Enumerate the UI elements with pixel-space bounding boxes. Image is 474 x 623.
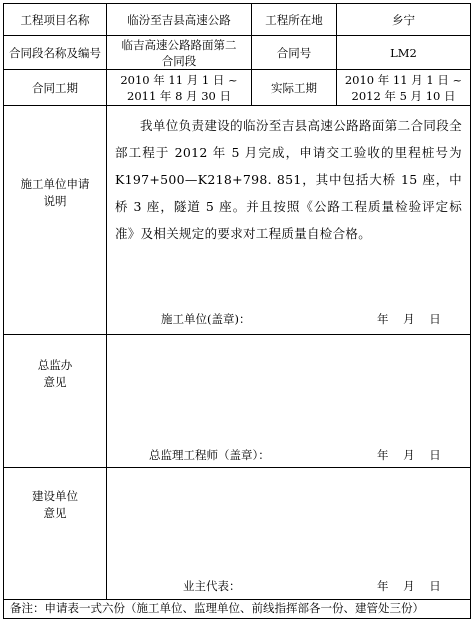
contract-no-label: 合同号 [252, 36, 337, 69]
owner-content [107, 468, 470, 599]
contractor-date: 年 月 日 [377, 312, 441, 326]
contractor-label [4, 106, 107, 334]
contractor-section [4, 106, 470, 335]
contract-name-label: 合同段名称及编号 [4, 36, 107, 69]
contract-name-line1: 临吉高速公路路面第二 [121, 37, 237, 52]
supervision-label [4, 335, 107, 467]
contractor-statement: 我单位负责建设的临汾至吉县高速公路路面第二合同段全部工程于 2012 年 5 月完成，申请交工验收的里程桩号为K197+500—K218+798. 851，其中包括大桥 15 座，中桥 3 座，隧道 5 座。并且按照《公路工程质量检验评定标准》及相关规定的要求对工程质量自检合格。 [115, 118, 462, 241]
owner-date: 年 月 日 [377, 579, 441, 593]
supervision-content [107, 335, 470, 467]
actual-period-line1: 2010 年 11 月 1 日 ~ [344, 72, 463, 87]
supervision-section [4, 335, 470, 468]
owner-label-line1: 建设单位 [32, 489, 78, 503]
supervision-label-line2: 意见 [43, 375, 67, 389]
project-row [4, 4, 470, 36]
contractor-content [107, 106, 470, 334]
supervision-sign-label: 总监理工程师（盖章）： [149, 448, 270, 462]
contract-period-value [107, 70, 252, 105]
project-name-value: 临汾至吉县高速公路 [107, 4, 252, 35]
handover-acceptance-form [3, 3, 471, 619]
contract-name-line2: 合同段 [161, 53, 197, 68]
owner-label-line2: 意见 [43, 506, 67, 520]
contract-period-label: 合同工期 [4, 70, 107, 105]
actual-period-line2: 2012 年 5 月 10 日 [351, 88, 456, 103]
contractor-label-line1: 施工单位申请 [20, 177, 90, 191]
contract-period-line2: 2011 年 8 月 30 日 [127, 88, 231, 103]
supervision-date: 年 月 日 [377, 448, 441, 462]
supervision-label-line1: 总监办 [37, 358, 73, 372]
remark-note: 备注：申请表一式六份（施工单位、监理单位、前线指挥部各一份、建管处三份） [10, 601, 424, 615]
owner-section [4, 468, 470, 600]
contract-period-line1: 2010 年 11 月 1 日 ~ [120, 72, 238, 87]
contract-no-value: LM2 [390, 45, 417, 60]
contractor-sign-label: 施工单位(盖章)： [161, 312, 251, 326]
project-location-label: 工程所在地 [252, 4, 337, 35]
contractor-label-line2: 说明 [43, 194, 67, 208]
actual-period-label: 实际工期 [252, 70, 337, 105]
owner-label [4, 468, 107, 599]
project-name-label: 工程项目名称 [4, 4, 107, 35]
contract-row [4, 36, 470, 70]
project-location-value: 乡宁 [392, 12, 415, 27]
actual-period-value [337, 70, 470, 105]
contract-name-value [107, 36, 252, 69]
period-row [4, 70, 470, 106]
owner-sign-label: 业主代表： [183, 579, 241, 593]
